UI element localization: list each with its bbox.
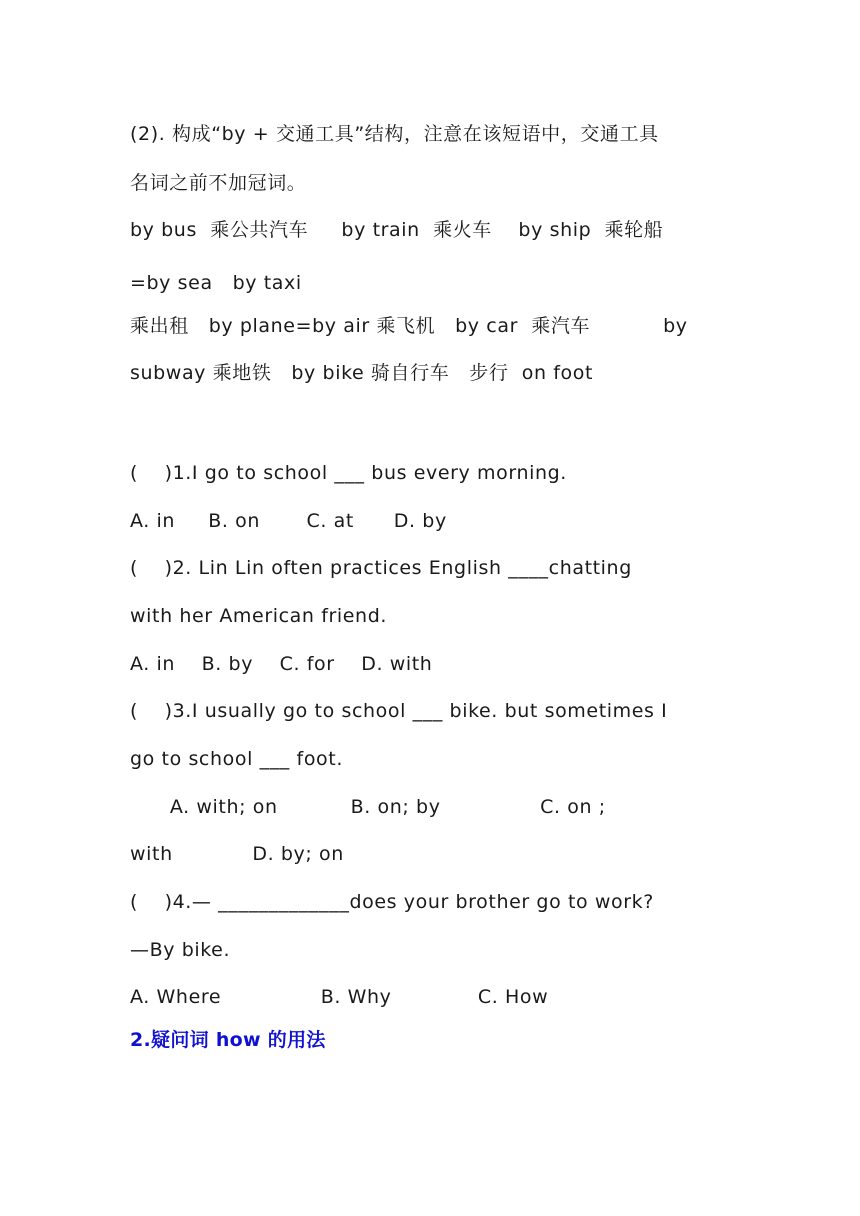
intro-line-1: (2). 构成“by + 交通工具”结构，注意在该短语中，交通工具 — [130, 123, 659, 145]
question-1-options: A. in B. on C. at D. by — [130, 510, 447, 532]
question-2-stem-line-2: with her American friend. — [130, 605, 387, 627]
question-4-stem-line-1: ( )4.— _____________does your brother go to work? — [130, 891, 654, 913]
question-3-stem-line-1: ( )3.I usually go to school ___ bike. but sometimes I — [130, 700, 668, 722]
question-2-stem-line-1: ( )2. Lin Lin often practices English ____chatting — [130, 557, 632, 579]
examples-line-1: by bus 乘公共汽车 by train 乘火车 by ship 乘轮船 — [130, 219, 664, 241]
question-3-options-line-1: A. with; on B. on; by C. on ; — [130, 796, 606, 818]
question-4-stem-line-2: —By bike. — [130, 939, 231, 961]
question-4-options: A. Where B. Why C. How — [130, 986, 549, 1008]
examples-line-4: subway 乘地铁 by bike 骑自行车 步行 on foot — [130, 362, 594, 384]
intro-line-2: 名词之前不加冠词。 — [130, 172, 307, 194]
question-1-stem: ( )1.I go to school ___ bus every morning. — [130, 462, 567, 484]
examples-line-2: =by sea by taxi — [130, 272, 302, 294]
section-heading: 2.疑问词 how 的用法 — [130, 1029, 326, 1051]
question-3-options-line-2: with D. by; on — [130, 843, 344, 865]
question-3-stem-line-2: go to school ___ foot. — [130, 748, 343, 770]
examples-line-3: 乘出租 by plane=by air 乘飞机 by car 乘汽车 by — [130, 315, 688, 337]
question-2-options: A. in B. by C. for D. with — [130, 653, 433, 675]
